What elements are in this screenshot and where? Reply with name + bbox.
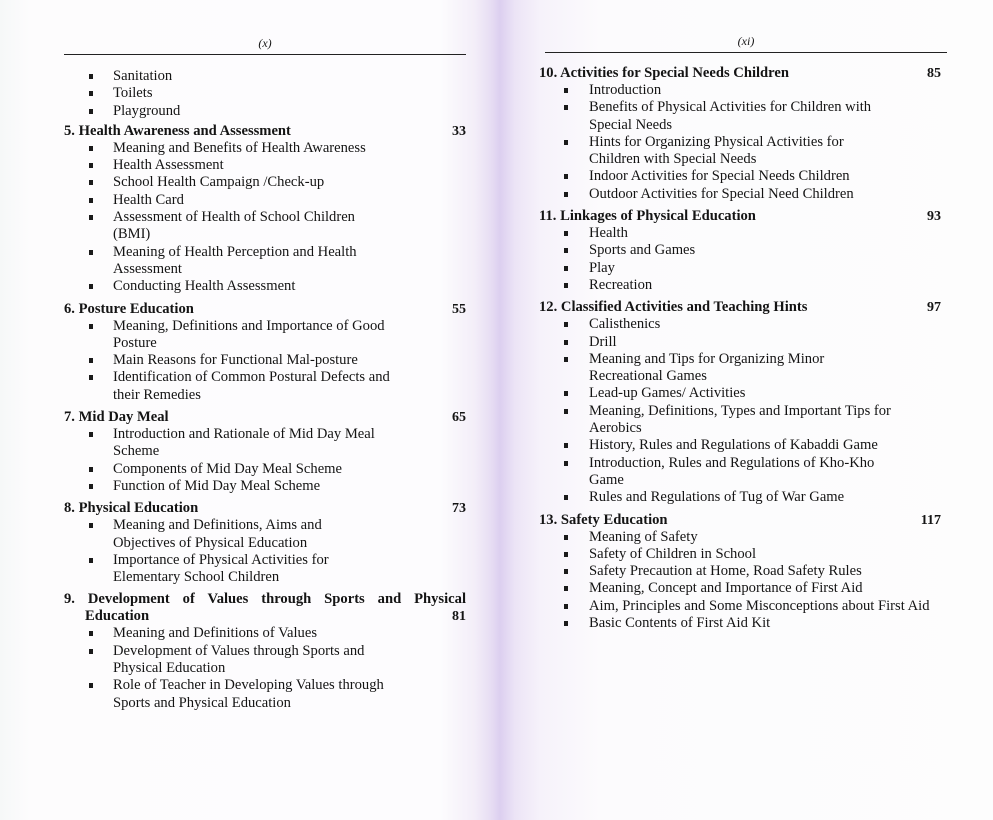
toc-item: Outdoor Activities for Special Need Children	[539, 186, 941, 203]
chapter-items	[539, 529, 941, 633]
toc-item: Meaning, Concept and Importance of First Aid	[539, 580, 899, 597]
toc-item: Meaning of Health Perception and Health Assessment	[64, 244, 403, 279]
bullet-icon	[89, 432, 93, 437]
toc-item: Main Reasons for Functional Mal-posture	[64, 352, 466, 369]
toc-item: Meaning, Definitions, Types and Important Tips for Aerobics	[539, 403, 934, 438]
chapter-page-number: 97	[927, 300, 941, 316]
chapter-page-number: 33	[452, 123, 466, 139]
chapter-heading	[539, 299, 941, 316]
bullet-icon	[89, 324, 93, 329]
toc-item: Safety Precaution at Home, Road Safety Rules	[539, 563, 919, 580]
toc-item: Meaning and Definitions, Aims and Objectives of Physical Education	[64, 517, 373, 552]
chapter-number: 5.	[64, 122, 75, 139]
left-toc	[64, 68, 466, 717]
bullet-icon	[564, 248, 568, 253]
bullet-icon	[89, 649, 93, 654]
bullet-icon	[564, 88, 568, 93]
right-page-folio: (xi)	[737, 34, 755, 48]
bullet-icon	[564, 140, 568, 145]
toc-item: Playground	[64, 103, 466, 120]
chapter-title-line-1: 9. Development of Values through Sports and Physical	[64, 591, 466, 608]
bullet-icon	[564, 322, 568, 327]
chapter-number: 6.	[64, 300, 75, 317]
toc-item: Assessment of Health of School Children (BMI)	[64, 209, 363, 244]
toc-item: History, Rules and Regulations of Kabaddi Game	[539, 437, 934, 454]
chapter-heading	[64, 500, 466, 517]
toc-item: Meaning and Benefits of Health Awareness	[64, 140, 466, 157]
bullet-icon	[89, 467, 93, 472]
bullet-icon	[89, 683, 93, 688]
toc-item: Introduction and Rationale of Mid Day Meal Scheme	[64, 426, 383, 461]
toc-item: Toilets	[64, 85, 466, 102]
toc-item: Meaning and Tips for Organizing Minor Recreational Games	[539, 351, 889, 386]
bullet-icon	[564, 586, 568, 591]
bullet-icon	[89, 146, 93, 151]
bullet-icon	[564, 105, 568, 110]
bullet-icon	[89, 180, 93, 185]
bullet-icon	[564, 461, 568, 466]
toc-item: Meaning, Definitions and Importance of Good Posture	[64, 318, 388, 353]
toc-item: Recreation	[539, 277, 941, 294]
toc-item: Safety of Children in School	[539, 546, 941, 563]
chapter-title: Posture Education	[78, 300, 194, 317]
bullet-icon	[564, 266, 568, 271]
bullet-icon	[564, 443, 568, 448]
chapter-title: Mid Day Meal	[78, 409, 169, 426]
toc-item: Function of Mid Day Meal Scheme	[64, 478, 466, 495]
bullet-icon	[89, 358, 93, 363]
toc-item: Drill	[539, 334, 941, 351]
toc-item: Indoor Activities for Special Needs Children	[539, 168, 941, 185]
toc-item: Meaning and Definitions of Values	[64, 625, 466, 642]
bullet-icon	[89, 284, 93, 289]
bullet-icon	[564, 391, 568, 396]
chapter-page-number: 73	[452, 501, 466, 517]
chapter-heading	[539, 512, 941, 529]
chapter-heading	[64, 123, 466, 140]
toc-item: Benefits of Physical Activities for Children with Special Needs	[539, 99, 889, 134]
toc-item: Hints for Organizing Physical Activities for Children with Special Needs	[539, 134, 874, 169]
chapter-11	[539, 208, 941, 294]
bullet-icon	[564, 231, 568, 236]
left-page-folio: (x)	[258, 36, 272, 50]
toc-item: Basic Contents of First Aid Kit	[539, 615, 941, 632]
bullet-icon	[89, 74, 93, 79]
bullet-icon	[564, 409, 568, 414]
bullet-icon	[564, 192, 568, 197]
chapter-number: 12.	[539, 299, 558, 316]
toc-item: Aim, Principles and Some Misconceptions about First Aid	[539, 598, 934, 615]
left-page	[64, 0, 466, 820]
right-toc	[539, 65, 941, 637]
chapter-page-number: 85	[927, 66, 941, 81]
chapter-title-line-2: Education 81	[85, 608, 466, 625]
chapter-9	[64, 591, 466, 711]
header-rule	[64, 54, 466, 55]
toc-item: Health Card	[64, 192, 466, 209]
chapter-7	[64, 409, 466, 495]
chapter-items	[64, 517, 466, 586]
bullet-icon	[564, 569, 568, 574]
chapter-number: 11.	[539, 208, 557, 225]
toc-item: Calisthenics	[539, 316, 941, 333]
bullet-icon	[564, 495, 568, 500]
chapter-number: 7.	[64, 409, 75, 426]
chapter-heading	[64, 591, 466, 625]
toc-item: Meaning of Safety	[539, 529, 941, 546]
chapter-page-number: 81	[452, 609, 466, 625]
bullet-icon	[564, 340, 568, 345]
header-rule	[545, 52, 947, 53]
toc-item: Components of Mid Day Meal Scheme	[64, 461, 466, 478]
chapter-13	[539, 512, 941, 633]
toc-item: Introduction, Rules and Regulations of Kho-Kho Game	[539, 455, 904, 490]
bullet-icon	[564, 174, 568, 179]
chapter-page-number: 55	[452, 301, 466, 317]
chapter-10	[539, 65, 941, 203]
chapter-title: Linkages of Physical Education	[560, 208, 756, 225]
chapter-title: Safety Education	[560, 511, 668, 528]
bullet-icon	[89, 163, 93, 168]
toc-item: Conducting Health Assessment	[64, 278, 466, 295]
bullet-icon	[89, 91, 93, 96]
toc-item: Importance of Physical Activities for Elementary School Children	[64, 552, 383, 587]
bullet-icon	[564, 621, 568, 626]
bullet-icon	[89, 484, 93, 489]
toc-item: Health Assessment	[64, 157, 466, 174]
chapter-title: Classified Activities and Teaching Hints	[560, 299, 808, 316]
toc-item: Identification of Common Postural Defects and their Remedies	[64, 369, 403, 404]
chapter-title: Physical Education	[78, 500, 199, 517]
bullet-icon	[564, 552, 568, 557]
toc-item: School Health Campaign /Check-up	[64, 174, 466, 191]
chapter-number: 9.	[64, 591, 75, 608]
chapter-heading	[64, 301, 466, 318]
toc-item: Development of Values through Sports and Physical Education	[64, 643, 383, 678]
toc-item: Sports and Games	[539, 242, 941, 259]
toc-item: Rules and Regulations of Tug of War Game	[539, 489, 879, 506]
chapter-items	[539, 316, 941, 506]
chapter-title: Activities for Special Needs Children	[560, 65, 789, 81]
chapter-heading	[539, 65, 941, 82]
chapter-number: 8.	[64, 500, 75, 517]
bullet-icon	[89, 109, 93, 114]
bullet-icon	[564, 604, 568, 609]
chapter-items	[64, 625, 466, 711]
chapter-6	[64, 301, 466, 404]
chapter-12	[539, 299, 941, 506]
chapter-page-number: 117	[920, 512, 941, 528]
bullet-icon	[564, 357, 568, 362]
chapter-title: Health Awareness and Assessment	[78, 122, 291, 139]
chapter-items	[539, 225, 941, 294]
bullet-icon	[89, 631, 93, 636]
toc-item: Role of Teacher in Developing Values through Sports and Physical Education	[64, 677, 393, 712]
bullet-icon	[89, 215, 93, 220]
toc-item: Lead-up Games/ Activities	[539, 385, 941, 402]
bullet-icon	[89, 523, 93, 528]
toc-item: Health	[539, 225, 941, 242]
chapter-items	[64, 140, 466, 296]
right-page	[539, 0, 947, 820]
chapter-items	[539, 82, 941, 203]
toc-item: Play	[539, 260, 941, 277]
chapter-8	[64, 500, 466, 586]
chapter-items	[64, 318, 466, 404]
chapter-page-number: 65	[452, 410, 466, 426]
chapter-items	[64, 426, 466, 495]
chapter-number: 13.	[539, 511, 558, 528]
bullet-icon	[89, 375, 93, 380]
chapter-page-number: 93	[927, 209, 941, 225]
toc-item: Sanitation	[64, 68, 466, 85]
bullet-icon	[89, 558, 93, 563]
bullet-icon	[564, 283, 568, 288]
toc-item: Introduction	[539, 82, 941, 99]
bullet-icon	[89, 250, 93, 255]
bullet-icon	[564, 535, 568, 540]
bullet-icon	[89, 198, 93, 203]
chapter-heading	[64, 409, 466, 426]
chapter-heading	[539, 208, 941, 225]
leading-items	[64, 68, 466, 120]
chapter-5	[64, 123, 466, 296]
chapter-number: 10.	[539, 65, 558, 81]
